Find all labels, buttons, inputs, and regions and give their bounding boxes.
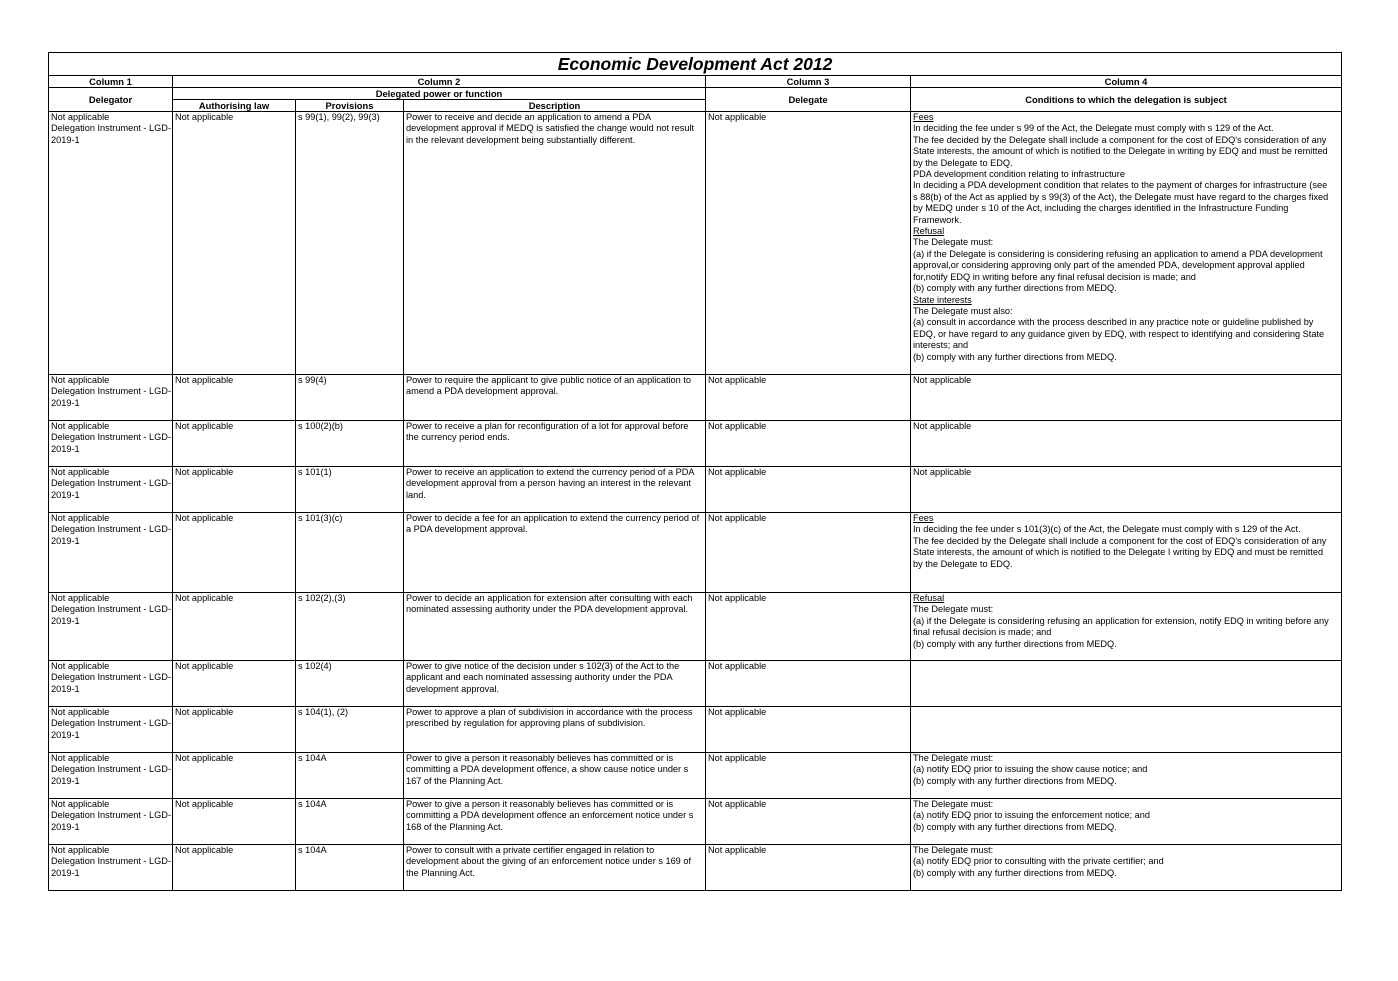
delegator-cell [49, 593, 173, 661]
conditions-cell [911, 467, 1342, 513]
description-cell-line: Power to approve a plan of subdivision in accordance with the process [406, 707, 693, 717]
description-cell [404, 513, 706, 593]
description-cell-line: development approval from a person having an interest in the relevant [406, 478, 691, 489]
condition-line: The Delegate must: [913, 753, 994, 763]
provisions-cell: s 101(3)(c) [296, 513, 404, 593]
delegate-cell: Not applicable [706, 593, 911, 661]
provisions-cell: s 101(1) [296, 467, 404, 513]
conditions-cell [911, 661, 1342, 707]
authorising-law-header: Authorising law [173, 100, 296, 112]
condition-line: In deciding a PDA development condition that relates to the payment of charges for infrastructure (see [913, 180, 1328, 191]
authorising-law-cell: Not applicable [173, 467, 296, 513]
delegated-power-header: Delegated power or function [173, 88, 706, 100]
delegator-cell-line: Delegation Instrument - LGD- [51, 478, 171, 489]
condition-line: Not applicable [913, 421, 972, 431]
authorising-law-cell: Not applicable [173, 421, 296, 467]
condition-heading: Refusal [913, 226, 945, 237]
condition-line: interests; and [913, 340, 969, 351]
table-row [49, 513, 1342, 593]
delegator-cell-line: Not applicable [51, 421, 110, 431]
delegator-cell [49, 112, 173, 375]
delegate-cell: Not applicable [706, 753, 911, 799]
conditions-cell [911, 845, 1342, 891]
authorising-law-cell: Not applicable [173, 375, 296, 421]
delegator-cell-line: 2019-1 [51, 867, 80, 878]
delegator-cell-line: 2019-1 [51, 489, 80, 500]
description-cell-line: committing a PDA development offence, a show cause notice under s [406, 764, 689, 775]
conditions-cell [911, 707, 1342, 753]
table-row [49, 753, 1342, 799]
description-cell [404, 421, 706, 467]
delegator-cell-line: 2019-1 [51, 729, 80, 740]
delegator-cell [49, 375, 173, 421]
delegator-header: Delegator [49, 88, 173, 112]
delegator-cell-line: 2019-1 [51, 397, 80, 408]
conditions-cell [911, 421, 1342, 467]
condition-line: (b) comply with any further directions from MEDQ. [913, 283, 1117, 294]
conditions-cell [911, 593, 1342, 661]
description-cell-line: the currency period ends. [406, 432, 510, 443]
delegator-cell-line: Delegation Instrument - LGD- [51, 432, 171, 443]
delegator-cell-line: Not applicable [51, 799, 110, 809]
condition-line: for,notify EDQ in writing before any final refusal decision is made; and [913, 271, 1196, 282]
authorising-law-cell: Not applicable [173, 799, 296, 845]
authorising-law-cell: Not applicable [173, 707, 296, 753]
description-cell-line: a PDA development approval. [406, 524, 528, 535]
condition-line: approval,or considering approving only part of the amended PDA, development approval applied [913, 260, 1305, 271]
delegator-cell-line: 2019-1 [51, 134, 80, 145]
table-body [49, 112, 1342, 891]
description-header: Description [404, 100, 706, 112]
description-cell-line: Power to decide a fee for an application to extend the currency period of [406, 513, 700, 523]
description-cell [404, 467, 706, 513]
authorising-law-cell: Not applicable [173, 112, 296, 375]
description-cell-line: applicant and each nominated assessing authority under the PDA [406, 672, 673, 683]
conditions-cell [911, 799, 1342, 845]
condition-line: Not applicable [913, 375, 972, 385]
condition-line: The fee decided by the Delegate shall include a component for the cost of EDQ's consideration of any [913, 535, 1327, 546]
description-cell [404, 661, 706, 707]
condition-line: (a) consult in accordance with the process described in any practice note or guideline published by [913, 317, 1314, 328]
authorising-law-cell: Not applicable [173, 753, 296, 799]
delegator-cell-line: Delegation Instrument - LGD- [51, 856, 171, 867]
description-cell-line: 168 of the Planning Act. [406, 821, 504, 832]
description-cell-line: in the relevant development being substantially different. [406, 134, 636, 145]
delegator-cell [49, 513, 173, 593]
provisions-cell: s 102(2),(3) [296, 593, 404, 661]
description-cell-line: Power to require the applicant to give public notice of an application to [406, 375, 691, 385]
condition-line: by the Delegate to EDQ. [913, 157, 1013, 168]
delegator-cell [49, 467, 173, 513]
provisions-cell: s 102(4) [296, 661, 404, 707]
condition-heading: State interests [913, 294, 972, 305]
column-4-header: Column 4 [911, 76, 1342, 88]
delegate-cell: Not applicable [706, 661, 911, 707]
condition-line: Not applicable [913, 467, 972, 477]
conditions-cell [911, 513, 1342, 593]
delegator-cell-line: Not applicable [51, 707, 110, 717]
condition-line: The Delegate must: [913, 237, 994, 248]
description-cell-line: Power to consult with a private certifier engaged in relation to [406, 845, 655, 855]
description-cell [404, 593, 706, 661]
delegate-cell: Not applicable [706, 707, 911, 753]
delegator-cell [49, 707, 173, 753]
delegator-cell-line: Not applicable [51, 513, 110, 523]
column-number-row [49, 76, 1342, 88]
column-3-header: Column 3 [706, 76, 911, 88]
condition-line: final refusal decision is made; and [913, 627, 1052, 638]
delegate-cell: Not applicable [706, 845, 911, 891]
delegate-cell: Not applicable [706, 375, 911, 421]
delegator-cell-line: 2019-1 [51, 443, 80, 454]
description-cell-line: nominated assessing authority under the PDA development approval. [406, 604, 688, 615]
table-row [49, 661, 1342, 707]
description-cell-line: development approval if MEDQ is satisfied the change would not result [406, 123, 695, 134]
description-cell [404, 112, 706, 375]
provisions-cell: s 104A [296, 799, 404, 845]
delegator-cell [49, 421, 173, 467]
authorising-law-cell: Not applicable [173, 845, 296, 891]
condition-line: (a) notify EDQ prior to issuing the enforcement notice; and [913, 810, 1150, 821]
table-row [49, 845, 1342, 891]
delegator-cell-line: Not applicable [51, 112, 110, 122]
delegator-cell-line: 2019-1 [51, 775, 80, 786]
delegator-cell-line: Delegation Instrument - LGD- [51, 672, 171, 683]
delegator-cell-line: Not applicable [51, 375, 110, 385]
condition-line: (b) comply with any further directions from MEDQ. [913, 775, 1117, 786]
condition-line: The fee decided by the Delegate shall include a component for the cost of EDQ's consideration of any [913, 134, 1327, 145]
condition-line: (b) comply with any further directions from MEDQ. [913, 638, 1117, 649]
delegate-cell: Not applicable [706, 421, 911, 467]
delegator-cell [49, 753, 173, 799]
table-row [49, 421, 1342, 467]
condition-line: In deciding the fee under s 101(3)(c) of the Act, the Delegate must comply with s 129 of the Act. [913, 524, 1301, 535]
condition-line: (a) notify EDQ prior to issuing the show cause notice; and [913, 764, 1148, 775]
delegator-cell-line: Delegation Instrument - LGD- [51, 123, 171, 134]
description-cell [404, 845, 706, 891]
description-cell-line: Power to decide an application for extension after consulting with each [406, 593, 693, 603]
delegation-sheet [48, 52, 1341, 891]
delegator-cell-line: 2019-1 [51, 683, 80, 694]
delegate-cell: Not applicable [706, 513, 911, 593]
table-row [49, 467, 1342, 513]
provisions-cell: s 99(1), 99(2), 99(3) [296, 112, 404, 375]
delegator-cell-line: Delegation Instrument - LGD- [51, 524, 171, 535]
condition-line: The Delegate must: [913, 604, 994, 615]
authorising-law-cell: Not applicable [173, 513, 296, 593]
delegator-cell-line: Not applicable [51, 845, 110, 855]
provisions-cell: s 99(4) [296, 375, 404, 421]
delegator-cell-line: Delegation Instrument - LGD- [51, 604, 171, 615]
description-cell-line: Power to give notice of the decision under s 102(3) of the Act to the [406, 661, 680, 671]
condition-line: s 88(b) of the Act as applied by s 99(3) of the Act), the Delegate must have regard to the charges fixed [913, 191, 1329, 202]
condition-line: (a) if the Delegate is considering refusing an application for extension, notify EDQ in writing before any [913, 615, 1329, 626]
condition-line: (a) notify EDQ prior to consulting with the private certifier; and [913, 856, 1164, 867]
table-row [49, 593, 1342, 661]
delegator-cell-line: Delegation Instrument - LGD- [51, 810, 171, 821]
condition-heading: Fees [913, 513, 934, 523]
condition-line: (a) if the Delegate is considering is considering refusing an application to amend a PDA development [913, 248, 1323, 259]
condition-line: The Delegate must: [913, 845, 994, 855]
authorising-law-cell: Not applicable [173, 661, 296, 707]
conditions-cell [911, 112, 1342, 375]
description-cell-line: amend a PDA development approval. [406, 386, 559, 397]
description-cell-line: land. [406, 489, 426, 500]
condition-line: PDA development condition relating to infrastructure [913, 169, 1125, 180]
condition-line: by the Delegate to EDQ. [913, 558, 1013, 569]
description-cell [404, 375, 706, 421]
column-1-header: Column 1 [49, 76, 173, 88]
condition-line: (b) comply with any further directions from MEDQ. [913, 351, 1117, 362]
delegator-cell-line: Delegation Instrument - LGD- [51, 718, 171, 729]
table-row [49, 375, 1342, 421]
delegator-cell-line: Delegation Instrument - LGD- [51, 764, 171, 775]
delegator-cell-line: Not applicable [51, 467, 110, 477]
description-cell-line: committing a PDA development offence an enforcement notice under s [406, 810, 694, 821]
condition-line: In deciding the fee under s 99 of the Act, the Delegate must comply with s 129 of the Act. [913, 123, 1274, 134]
provisions-cell: s 104A [296, 753, 404, 799]
condition-line: The Delegate must also: [913, 305, 1013, 316]
description-cell-line: Power to give a person it reasonably believes has committed or is [406, 753, 674, 763]
delegate-cell: Not applicable [706, 799, 911, 845]
description-cell-line: development approval. [406, 683, 499, 694]
delegator-cell-line: Delegation Instrument - LGD- [51, 386, 171, 397]
description-cell-line: Power to receive and decide an application to amend a PDA [406, 112, 652, 122]
provisions-header: Provisions [296, 100, 404, 112]
delegator-cell-line: Not applicable [51, 753, 110, 763]
description-cell-line: Power to receive an application to extend the currency period of a PDA [406, 467, 695, 477]
delegate-cell: Not applicable [706, 467, 911, 513]
description-cell-line: Power to give a person it reasonably believes has committed or is [406, 799, 674, 809]
delegation-table [48, 52, 1342, 891]
condition-line: The Delegate must: [913, 799, 994, 809]
delegator-cell-line: Not applicable [51, 593, 110, 603]
table-row [49, 112, 1342, 375]
table-row [49, 707, 1342, 753]
condition-heading: Fees [913, 112, 934, 122]
condition-heading: Refusal [913, 593, 945, 603]
description-cell-line: prescribed by regulation for approving plans of subdivision. [406, 718, 646, 729]
description-cell-line: 167 of the Planning Act. [406, 775, 504, 786]
description-cell [404, 753, 706, 799]
condition-line: (b) comply with any further directions from MEDQ. [913, 821, 1117, 832]
conditions-header: Conditions to which the delegation is subject [911, 88, 1342, 112]
description-cell [404, 707, 706, 753]
conditions-cell [911, 375, 1342, 421]
delegator-cell-line: 2019-1 [51, 821, 80, 832]
delegator-cell [49, 799, 173, 845]
delegator-cell-line: Not applicable [51, 661, 110, 671]
description-cell [404, 799, 706, 845]
condition-line: EDQ, or have regard to any guidance given by EDQ, with respect to identifying and considering State [913, 328, 1325, 339]
column-2-header: Column 2 [173, 76, 706, 88]
delegator-cell [49, 661, 173, 707]
delegator-cell [49, 845, 173, 891]
provisions-cell: s 104A [296, 845, 404, 891]
description-cell-line: development about the giving of an enforcement notice under s 169 of [406, 856, 692, 867]
conditions-cell [911, 753, 1342, 799]
page-title: Economic Development Act 2012 [49, 53, 1342, 76]
description-cell-line: Power to receive a plan for reconfiguration of a lot for approval before [406, 421, 689, 431]
condition-line: (b) comply with any further directions from MEDQ. [913, 867, 1117, 878]
provisions-cell: s 100(2)(b) [296, 421, 404, 467]
description-cell-line: the Planning Act. [406, 867, 475, 878]
delegator-cell-line: 2019-1 [51, 535, 80, 546]
condition-line: State interests, the amount of which is notified to the Delegate I writing by EDQ and must be remitted [913, 547, 1324, 558]
delegator-cell-line: 2019-1 [51, 615, 80, 626]
table-row [49, 799, 1342, 845]
condition-line: by MEDQ under s 10 of the Act, including the charges identified in the Infrastructure Funding [913, 203, 1289, 214]
delegate-cell: Not applicable [706, 112, 911, 375]
delegate-header: Delegate [706, 88, 911, 112]
provisions-cell: s 104(1), (2) [296, 707, 404, 753]
condition-line: Framework. [913, 214, 962, 225]
condition-line: State interests, the amount of which is notified to the Delegate in writing by EDQ and must be remitted [913, 146, 1328, 157]
column-title-row [49, 88, 1342, 100]
title-row [49, 53, 1342, 76]
authorising-law-cell: Not applicable [173, 593, 296, 661]
